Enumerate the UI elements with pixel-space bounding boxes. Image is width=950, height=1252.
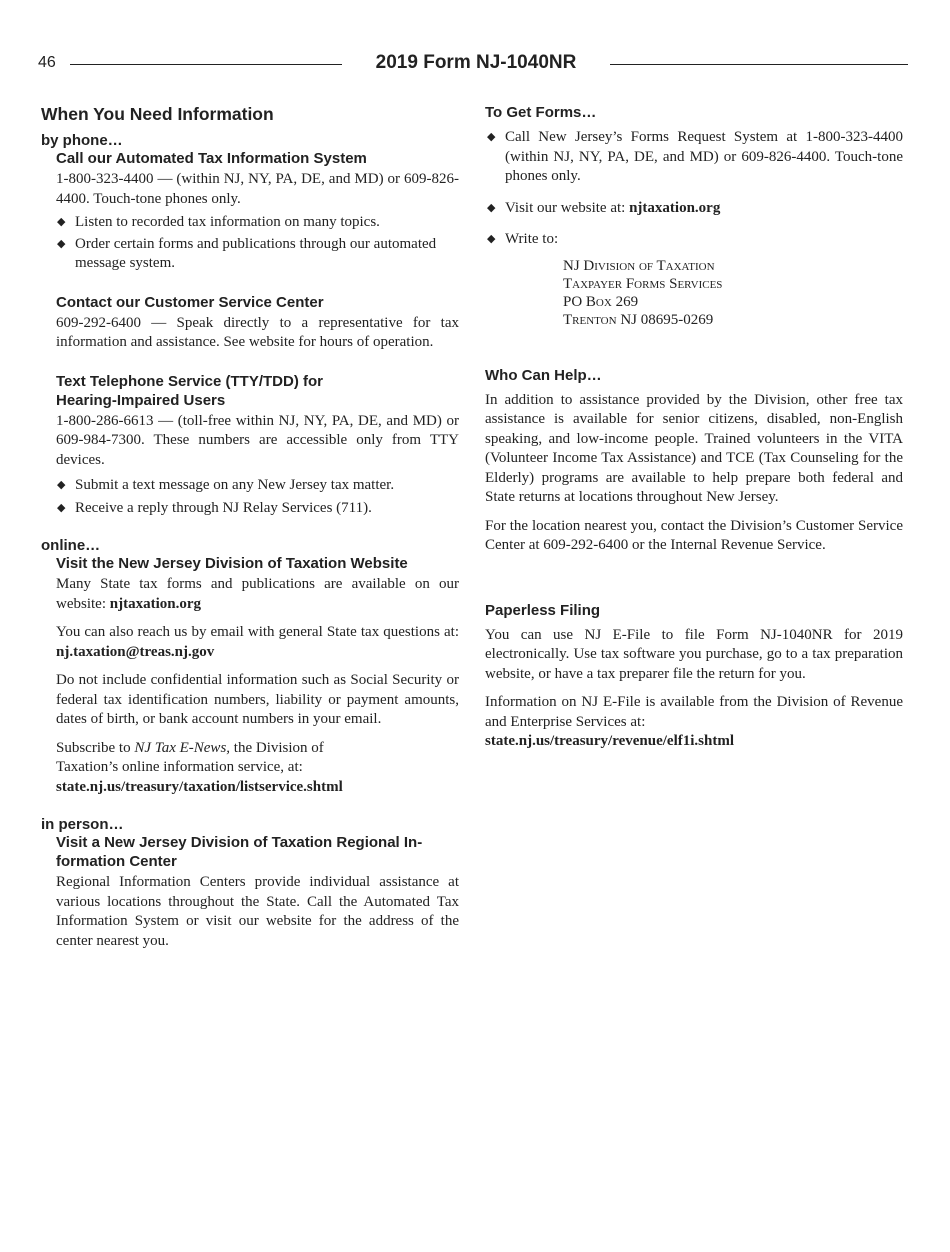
diamond-bullet-icon: ◆: [487, 131, 496, 143]
automated-bullet-list: [41, 213, 459, 274]
heading-customer-service: Contact our Customer Service Center: [56, 293, 324, 311]
heading-tty-service: Text Telephone Service (TTY/TDD) for Hearing-Impaired Users: [56, 372, 323, 409]
automated-system-text: 1-800-323-4400 — (within NJ, NY, PA, DE, and MD) or 609-826-4400. Touch-tone phones only.: [56, 171, 459, 207]
email-text: You can also reach us by email with general State tax questions at: nj.taxation@treas.nj.gov: [56, 624, 459, 660]
efile-link[interactable]: state.nj.us/treasury/revenue/elf1i.shtml: [485, 733, 735, 749]
page-header: [0, 52, 950, 76]
right-column: [485, 104, 903, 752]
heading-division-website: Visit the New Jersey Division of Taxation Website: [56, 555, 408, 572]
label-online: online…: [41, 537, 101, 554]
paperless-text: You can use NJ E-File to file Form NJ-1040NR for 2019 electronically. Use tax software you purchase, go to a tax preparation website, or have a tax preparer file the return for you.: [485, 626, 903, 682]
listservice-link[interactable]: state.nj.us/treasury/taxation/listservice.shtml: [56, 778, 343, 795]
website-text: Many State tax forms and publications are available on our website: njtaxation.org: [56, 576, 459, 612]
confidential-info-text: Do not include confidential information such as Social Security or federal tax identification numbers, liability or payment amounts, dates of birth, or bank account numbers in your email.: [56, 672, 459, 727]
email-link[interactable]: nj.taxation@treas.nj.gov: [56, 643, 215, 660]
help-text: In addition to assistance provided by the Division, other free tax assistance is available for senior citizens, disabled, non-English speaking, and low-income people. Trained volunteers in the VITA (Volunteer Income Tax Assistance) and TCE (Tax Counseling for the Elderly) programs are available to help prepare both federal and State returns at locations throughout New Jersey.: [485, 391, 903, 505]
list-item: ◆ Receive a reply through NJ Relay Services (711).: [41, 499, 459, 519]
customer-service-text: 609-292-6400 — Speak directly to a representative for tax information and assistance. See website for hours of operation.: [56, 314, 459, 350]
page-title: 2019 Form NJ-1040NR: [375, 52, 577, 73]
heading-paperless-filing: Paperless Filing: [485, 601, 601, 619]
diamond-bullet-icon: ◆: [487, 233, 496, 245]
diamond-bullet-icon: ◆: [57, 237, 66, 250]
list-item: ◆ Write to:: [485, 230, 903, 250]
diamond-bullet-icon: ◆: [57, 501, 66, 514]
list-item: ◆ Visit our website at: njtaxation.org: [485, 199, 903, 219]
mailing-address: NJ Division of Taxation Taxpayer Forms Services PO Box 269 Trenton NJ 08695-0269: [563, 257, 723, 328]
website-link[interactable]: njtaxation.org: [109, 595, 201, 612]
list-item: ◆ Submit a text message on any New Jersey tax matter.: [41, 476, 459, 496]
tty-bullet-list: [41, 476, 459, 518]
tty-service-text: 1-800-286-6613 — (toll-free within NJ, NY, PA, DE, and MD) or 609-984-7300. These numbers are accessible only from TTY devices.: [56, 412, 459, 468]
list-item: ◆ Call New Jersey’s Forms Request System at 1-800-323-4400 (within NJ, NY, PA, DE, and MD) or 609-826-4400. Touch-tone phones only.: [487, 129, 903, 184]
diamond-bullet-icon: ◆: [57, 479, 66, 491]
left-column: [41, 104, 459, 951]
label-in-person: in person…: [41, 816, 124, 833]
header-rule-left: [70, 64, 342, 65]
list-item: ◆ Order certain forms and publications through our automated message system.: [57, 235, 437, 271]
heading-regional-center: Visit a New Jersey Division of Taxation Regional In- formation Center: [56, 834, 423, 870]
efile-info-text: Information on NJ E-File is available from the Division of Revenue and Enterprise Services at: state.nj.us/treasury/revenue/elf1i.shtml: [485, 694, 903, 749]
header-rule-right: [610, 64, 908, 65]
forms-website-link[interactable]: njtaxation.org: [629, 199, 721, 216]
help-location-text: For the location nearest you, contact the Division’s Customer Service Center at 609-292-6400 or the Internal Revenue Service.: [485, 517, 903, 553]
regional-center-text: Regional Information Centers provide individual assistance at various locations throughout the State. Call the Automated Tax Information System or visit our website for the address of the center nearest you.: [56, 874, 459, 949]
diamond-bullet-icon: ◆: [57, 216, 66, 228]
label-by-phone: by phone…: [41, 132, 123, 149]
page-number: 46: [38, 54, 56, 71]
heading-automated-system: Call our Automated Tax Information System: [56, 150, 367, 167]
section-heading-information: When You Need Information: [41, 104, 274, 124]
diamond-bullet-icon: ◆: [487, 201, 496, 214]
heading-who-can-help: Who Can Help…: [485, 366, 602, 384]
list-item: ◆ Listen to recorded tax information on many topics.: [41, 213, 459, 233]
heading-get-forms: To Get Forms…: [485, 104, 597, 121]
subscribe-text: Subscribe to NJ Tax E-News, the Division of Taxation’s online information service, at: state.nj.us/treasury/taxation/listservice.shtml: [56, 739, 343, 795]
